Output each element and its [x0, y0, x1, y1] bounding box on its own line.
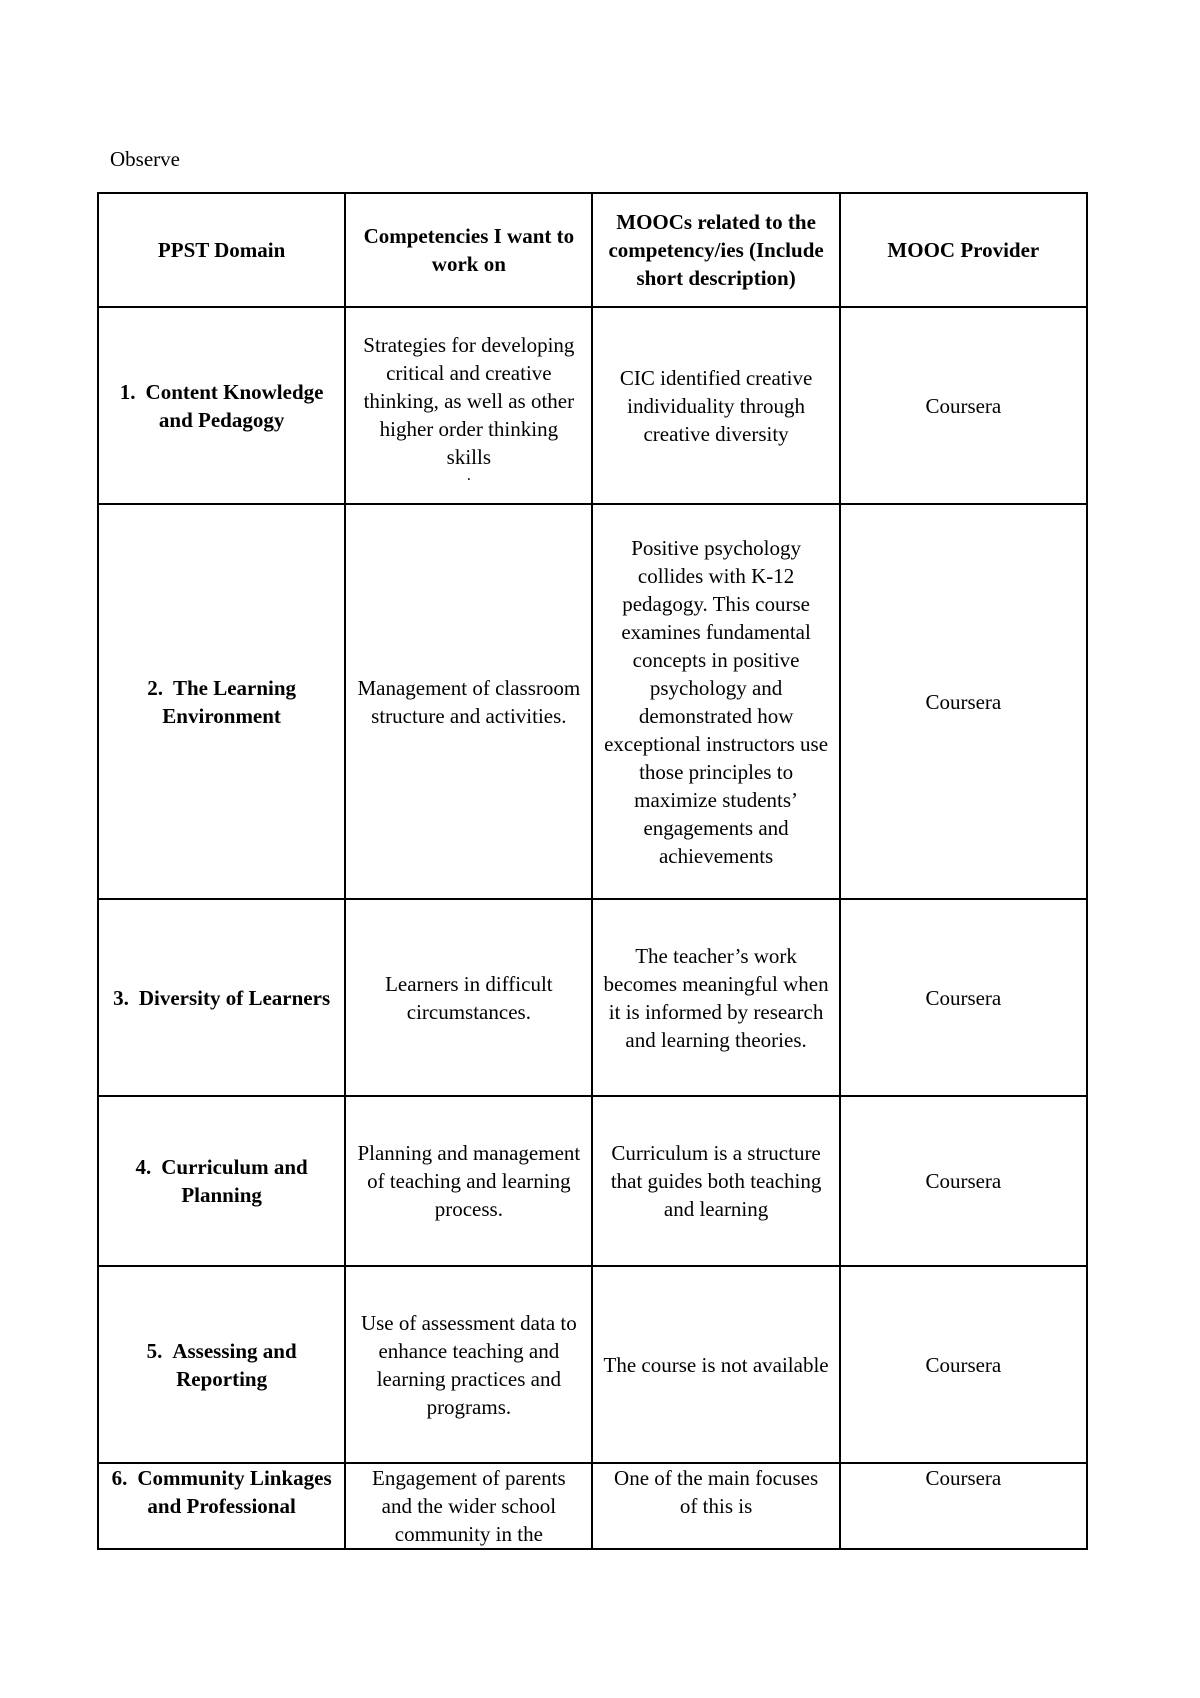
domain-cell — [98, 1266, 345, 1463]
domain-number: 4. — [135, 1155, 152, 1179]
mooc-cell: The teacher’s work becomes meaningful when it is informed by research and learning theories. — [592, 899, 839, 1096]
provider-cell: Coursera — [840, 1266, 1087, 1463]
provider-cell: Coursera — [840, 1096, 1087, 1266]
provider-cell: Coursera — [840, 1463, 1087, 1549]
competency-cell: Learners in difficult circumstances. — [345, 899, 592, 1096]
competency-cell: Management of classroom structure and activities. — [345, 504, 592, 899]
domain-name: Content Knowledge and Pedagogy — [145, 379, 324, 432]
header-moocs: MOOCs related to the competency/ies (Include short description) — [592, 193, 839, 307]
table-header-row — [98, 193, 1087, 307]
competency-cell: Engagement of parents and the wider school community in the — [345, 1463, 592, 1549]
domain-number: 5. — [146, 1338, 163, 1363]
ppst-table — [97, 192, 1088, 1550]
table-row — [98, 1463, 1087, 1549]
table-row — [98, 1266, 1087, 1463]
mooc-cell: The course is not available — [592, 1266, 839, 1463]
competency-cell — [345, 307, 592, 504]
table-row — [98, 307, 1087, 504]
competency-cell: Planning and management of teaching and learning process. — [345, 1096, 592, 1266]
competency-suffix: . — [466, 466, 471, 484]
table-row — [98, 1096, 1087, 1266]
table-row — [98, 899, 1087, 1096]
domain-name: Community Linkages and Professional — [137, 1466, 332, 1518]
domain-cell — [98, 1463, 345, 1549]
domain-cell — [98, 1096, 345, 1266]
provider-cell: Coursera — [840, 307, 1087, 504]
domain-cell — [98, 899, 345, 1096]
domain-name: Assessing and Reporting — [172, 1338, 297, 1391]
domain-cell — [98, 307, 345, 504]
domain-number: 6. — [111, 1466, 128, 1490]
header-mooc-provider: MOOC Provider — [840, 193, 1087, 307]
competency-text: Strategies for developing critical and creative thinking, as well as other higher order thinking skills — [363, 332, 575, 469]
provider-cell: Coursera — [840, 899, 1087, 1096]
header-ppst-domain: PPST Domain — [98, 193, 345, 307]
domain-name: The Learning Environment — [162, 675, 297, 728]
provider-cell: Coursera — [840, 504, 1087, 899]
domain-name: Curriculum and Planning — [161, 1155, 308, 1207]
domain-cell — [98, 504, 345, 899]
domain-number: 2. — [147, 675, 163, 700]
mooc-cell: Positive psychology collides with K-12 pedagogy. This course examines fundamental concepts in positive psychology and demonstrated how exceptional instructors use those principles to maximize students’ engagements and achievements — [592, 504, 839, 899]
header-competencies: Competencies I want to work on — [345, 193, 592, 307]
mooc-cell: CIC identified creative individuality through creative diversity — [592, 307, 839, 504]
mooc-cell: Curriculum is a structure that guides both teaching and learning — [592, 1096, 839, 1266]
domain-number: 1. — [119, 379, 136, 404]
domain-number: 3. — [113, 985, 129, 1010]
competency-cell: Use of assessment data to enhance teaching and learning practices and programs. — [345, 1266, 592, 1463]
mooc-cell: One of the main focuses of this is — [592, 1463, 839, 1549]
table-row — [98, 504, 1087, 899]
section-title: Observe — [110, 147, 180, 171]
domain-name: Diversity of Learners — [138, 985, 331, 1010]
